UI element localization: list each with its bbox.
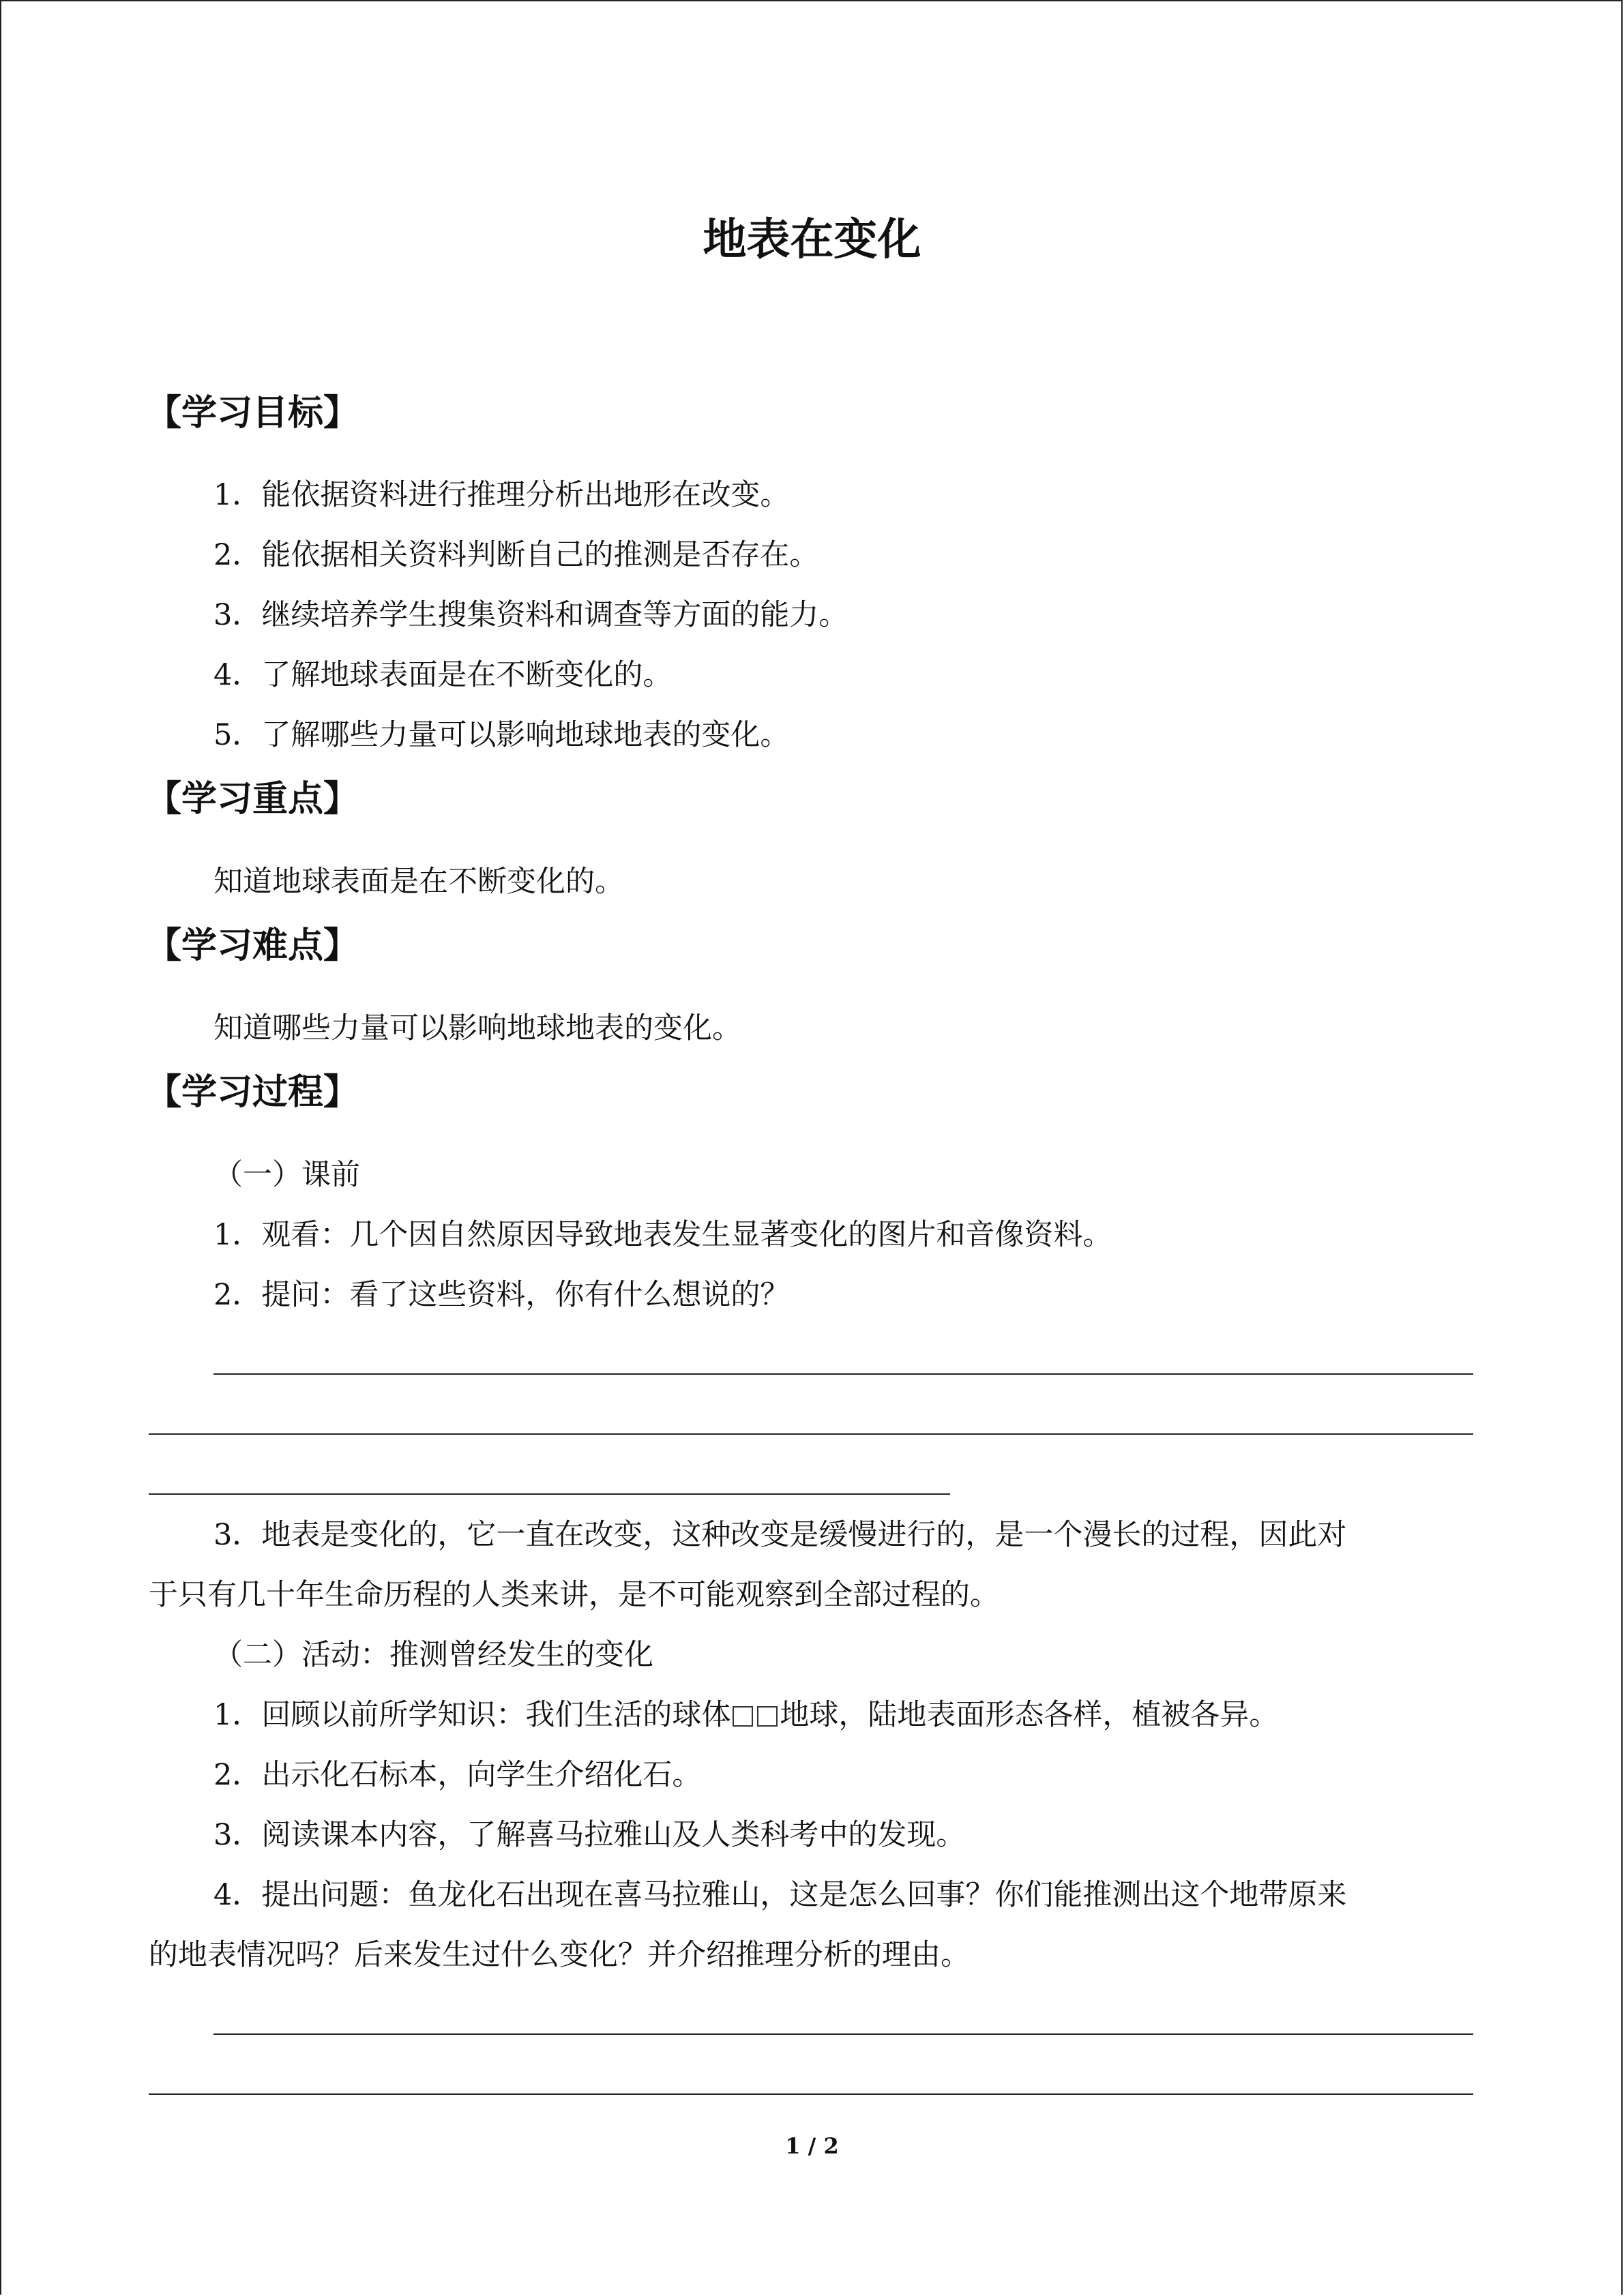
process-part1-item-3-line-1: 3．地表是变化的，它一直在改变，这种改变是缓慢进行的，是一个漫长的过程，因此对 (213, 1518, 1347, 1552)
answer-line-3 (149, 1493, 950, 1495)
process-part1-item-2: 2．提问：看了这些资料，你有什么想说的？ (213, 1278, 790, 1312)
page-number: 1 / 2 (785, 2133, 839, 2159)
process-part1-item-3-line-2: 于只有几十年生命历程的人类来讲，是不可能观察到全部过程的。 (149, 1578, 999, 1612)
page-title: 地表在变化 (703, 215, 921, 265)
objective-item-2: 2．能依据相关资料判断自己的推测是否存在。 (213, 538, 819, 572)
answer-line-1 (213, 1373, 1473, 1375)
process-part2-item-1 (213, 1696, 1278, 1734)
process-part1-item-1: 1．观看：几个因自然原因导致地表发生显著变化的图片和音像资料。 (213, 1218, 1112, 1252)
heading-objectives: 【学习目标】 (146, 393, 359, 434)
objective-item-5: 5．了解哪些力量可以影响地球地表的变化。 (213, 718, 790, 752)
process-part2-label: （二）活动：推测曾经发生的变化 (213, 1638, 653, 1672)
difficulties-text: 知道哪些力量可以影响地球地表的变化。 (213, 1011, 741, 1045)
placeholder-box-icon (733, 1706, 753, 1727)
objective-item-1: 1．能依据资料进行推理分析出地形在改变。 (213, 478, 790, 512)
objective-item-3: 3．继续培养学生搜集资料和调查等方面的能力。 (213, 598, 848, 632)
placeholder-box-icon (757, 1706, 778, 1727)
heading-process: 【学习过程】 (146, 1072, 359, 1113)
process-part2-item-1-text-a: 1．回顾以前所学知识：我们生活的球体 (213, 1698, 731, 1732)
process-part2-item-3: 3．阅读课本内容，了解喜马拉雅山及人类科考中的发现。 (213, 1818, 966, 1852)
heading-key-points: 【学习重点】 (146, 779, 359, 820)
process-part2-item-4-line-1: 4．提出问题：鱼龙化石出现在喜马拉雅山，这是怎么回事？你们能推测出这个地带原来 (213, 1878, 1347, 1912)
process-part1-label: （一）课前 (213, 1158, 360, 1192)
process-part2-item-4-line-2: 的地表情况吗？后来发生过什么变化？并介绍推理分析的理由。 (149, 1938, 970, 1972)
process-part2-item-2: 2．出示化石标本，向学生介绍化石。 (213, 1758, 702, 1792)
answer-line-5 (149, 2093, 1473, 2095)
heading-difficulties: 【学习难点】 (146, 925, 359, 966)
objective-item-4: 4．了解地球表面是在不断变化的。 (213, 658, 673, 692)
answer-line-4 (213, 2033, 1473, 2035)
answer-line-2 (149, 1433, 1473, 1435)
key-points-text: 知道地球表面是在不断变化的。 (213, 865, 624, 899)
process-part2-item-1-text-b: 地球，陆地表面形态各样，植被各异。 (780, 1698, 1279, 1732)
